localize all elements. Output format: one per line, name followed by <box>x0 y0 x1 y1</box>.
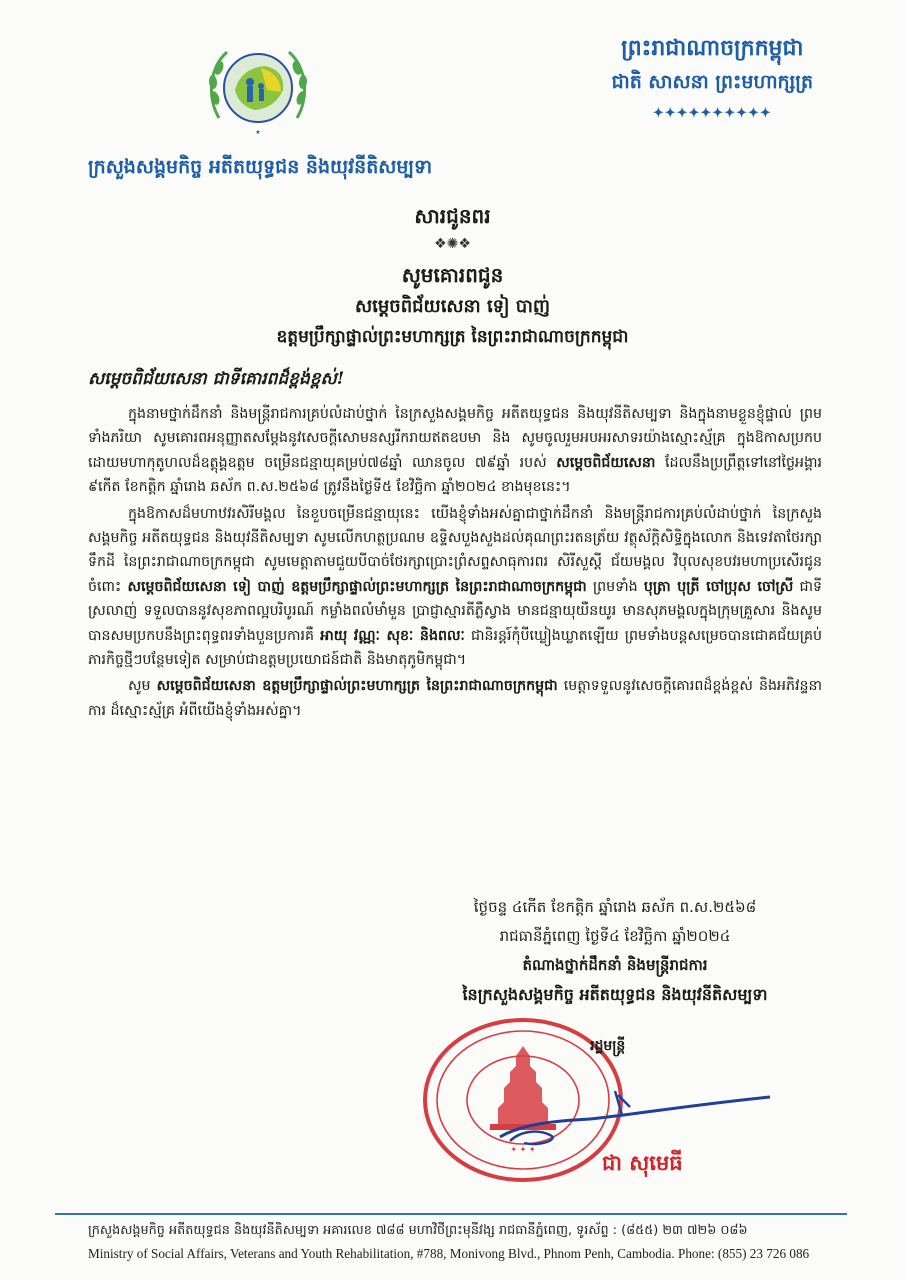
heading-ornament: ✦✦✦✦✦✦✦✦✦✦ <box>652 106 772 121</box>
p1-text: ក្នុងនាមថ្នាក់ដឹកនាំ និងមន្ត្រីរាជការគ្រប់លំដាប់ថ្នាក់ នៃក្រសួងសង្គមកិច្ច អតីតយុទ្ធជន និងយុវនីតិសម្បទា និងក្នុងនាមខ្លួនខ្ញុំផ្ទាល់ ព្រមទាំងភរិយា សូមគោរពអនុញ្ញាតសម្តែងនូវសេចក្តីសោមនស្សរីករាយឥតឧបមា និង សូមចូលរួមអបអរសាទរយ៉ាងស្មោះស្ម័គ្រ ក្នុងឱកាសប្រកបដោយមហាកុតូហលដ៏ឧត្តុង្គឧត្តម ចម្រើនជន្មាយុគម្រប់៧៨ឆ្នាំ ឈានចូល ៧៩ឆ្នាំ របស់ <box>88 406 822 471</box>
kingdom-heading <box>612 30 813 121</box>
p2-bold-1: សម្តេចពិជ័យសេនា ទៀ បាញ់ ឧត្តមប្រឹក្សាផ្ទាល់ព្រះមហាក្សត្រ នៃព្រះរាជាណាចក្រកម្ពុជា <box>127 578 587 595</box>
svg-text:✦ ✦ ✦: ✦ ✦ ✦ <box>510 1145 536 1154</box>
p2-mid-2: ជាទីស្រលាញ់ ទទួលបាននូវសុខភាពល្អបរិបូរណ៍ កម្លាំងពលំមាំមួន ប្រាជ្ញាស្មារតីភ្លឺស្វាង មានជន្មាយុយឺនយូរ មានសុភមង្គលក្នុងក្រុមគ្រួសារ និងសូមបានសមប្រកបនឹងព្រះពុទ្ធពរទាំងបួនប្រការគឺ <box>88 578 823 644</box>
ministry-logo-icon <box>205 38 311 144</box>
paragraph-1 <box>88 402 822 500</box>
ministry-name: ក្រសួងសង្គមកិច្ច អតីតយុទ្ធជន និងយុវនីតិសម្បទា <box>88 156 433 178</box>
p2-bold-2: បុត្រា បុត្រី ចៅប្រុស ចៅស្រី <box>643 578 794 595</box>
paragraph-2 <box>88 502 822 673</box>
p3-bold: សម្តេចពិជ័យសេនា ឧត្តមប្រឹក្សាផ្ទាល់ព្រះមហាក្សត្រ នៃព្រះរាជាណាចក្រកម្ពុជា <box>156 678 558 695</box>
recipient-title: ឧត្តមប្រឹក្សាផ្ទាល់ព្រះមហាក្សត្រ នៃព្រះរាជាណាចក្រកម្ពុជា <box>276 327 629 347</box>
letter-body <box>88 402 822 725</box>
signatory-name: ជា សុមេធី <box>602 1150 683 1175</box>
p3-start: សូម <box>128 678 151 695</box>
addressee-intro: សូមគោរពជូន <box>401 263 504 287</box>
p2-text: ក្នុងឱកាសដ៏មហាឋវរសិរីមង្គល នៃខួបចម្រើនជន្មាយុនេះ យើងខ្ញុំទាំងអស់គ្នាជាថ្នាក់ដឹកនាំ និងមន្ត្រីរាជការគ្រប់លំដាប់ថ្នាក់ នៃក្រសួងសង្គមកិច្ច អតីតយុទ្ធជន និងយុវនីតិសម្បទា សូមលើកហត្ថប្រណម ឧទ្ទិសបួងសួងដល់គុណព្រះរតនត្រ័យ វត្ថុស័ក្តិសិទ្ធិក្នុងលោក និងទេវតាថែរក្សាទឹកដី នៃព្រះរាជាណាចក្រកម្ពុជា សូមមេត្តាតាមជួយបីបាច់ថែរក្សាប្រោះព្រំសព្ទសាធុការពរ សិរីសួស្តី ជ័យមង្គល វិបុលសុខបវរមហាប្រសើរជូនចំពោះ <box>88 505 822 595</box>
on-behalf-line: តំណាងថ្នាក់ដឹកនាំ និងមន្ត្រីរាជការ <box>522 956 708 974</box>
p2-bold-3: អាយុ វណ្ណៈ សុខៈ និងពលៈ <box>320 627 465 644</box>
svg-text:★: ★ <box>255 129 261 136</box>
p2-mid-1: ព្រមទាំង <box>592 578 638 595</box>
national-motto: ជាតិ សាសនា ព្រះមហាក្សត្រ <box>611 71 813 93</box>
p1-bold: សម្តេចពិជ័យសេនា <box>556 454 656 471</box>
p1-end: ដែលនឹងប្រព្រឹត្តទៅនៅថ្ងៃអង្គារ ៩កើត ខែកត្តិក ឆ្នាំរោង ឆស័ក ព.ស.២៥៦៨ ត្រូវនឹងថ្ងៃទី៥ ខែវិច្ឆិកា ឆ្នាំ២០២៤ ខាងមុខនេះ។ <box>88 454 823 496</box>
closing-block <box>400 893 830 1009</box>
p2-end: ជានិរន្តរ៍កុំបីឃ្លៀងឃ្លាតឡើយ ព្រមទាំងបន្តសម្រេចបានជោគជ័យគ្រប់ភារកិច្ចថ្មីៗបន្ថែមទៀត សម្រាប់ជាឧត្តមប្រយោជន៍ជាតិ និងមាតុភូមិកម្ពុជា។ <box>88 627 823 669</box>
title-ornament: ❖✺❖ <box>434 236 471 252</box>
place-date: រាជធានីភ្នំពេញ ថ្ងៃទី៤ ខែវិច្ឆិកា ឆ្នាំ២០២៤ <box>499 927 731 945</box>
minister-label: រដ្ឋមន្ត្រី <box>590 1038 626 1054</box>
ministry-signature-line: នៃក្រសួងសង្គមកិច្ច អតីតយុទ្ធជន និងយុវនីតិសម្បទា <box>462 985 768 1004</box>
p3-end: មេត្តាទទួលនូវសេចក្តីគោរពដ៏ខ្ពង់ខ្ពស់ និងអភិវន្ទនាការ ដ៏ស្មោះស្ម័គ្រ អំពីយើងខ្ញុំទាំងអស់គ្នា។ <box>88 678 823 719</box>
lunar-date: ថ្ងៃចន្ទ ៤កើត ខែកត្តិក ឆ្នាំរោង ឆស័ក ព.ស.២៥៦៨ <box>473 898 757 916</box>
document-title: សារជូនពរ <box>414 204 491 228</box>
paragraph-3 <box>88 674 822 723</box>
handwritten-signature-icon <box>480 1085 780 1155</box>
footer-divider <box>55 1213 847 1215</box>
footer-address-english: Ministry of Social Affairs, Veterans and Youth Rehabilitation, #788, Monivong Blvd., Phnom Penh, Cambodia. Phone: (855) 23 726 086 <box>88 1246 810 1261</box>
recipient-name: សម្តេចពិជ័យសេនា ទៀ បាញ់ <box>355 296 550 317</box>
kingdom-name: ព្រះរាជាណាចក្រកម្ពុជា <box>621 35 804 61</box>
salutation: សម្តេចពិជ័យសេនា ជាទីគោរពដ៏ខ្ពង់ខ្ពស់! <box>88 369 345 389</box>
footer-address-khmer: ក្រសួងសង្គមកិច្ច អតីតយុទ្ធជន និងយុវនីតិសម្បទា អគារលេខ ៧៨៨ មហាវិថីព្រះមុនីវង្ស រាជធានីភ្នំពេញ, ទូរស័ព្ទ : (៨៥៥) ២៣ ៧២៦ ០៨៦ <box>88 1223 748 1238</box>
